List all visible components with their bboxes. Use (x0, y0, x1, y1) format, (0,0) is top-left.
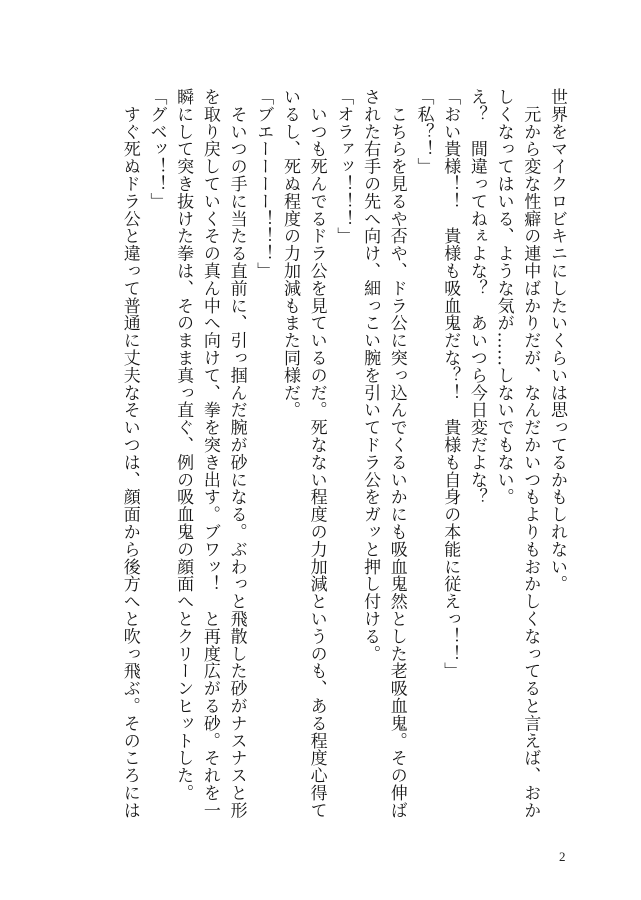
text-line: 元から変な性癖の連中ばかりだが、なんだかいつもよりもおかしくなってると言えば、おか (520, 88, 541, 819)
dialogue-paragraph (436, 88, 463, 828)
text-line: いつも死んでるドラ公を見ているのだ。死なない程度の力加減というのも、ある程度心得て (306, 88, 327, 819)
text-line: された右手の先へ向け、細っこい腕を引いてドラ公をガッと押し付ける。 (360, 88, 381, 663)
body-text (116, 88, 570, 828)
text-line: 世界をマイクロビキニにしたいくらいは思ってるかもしれない。 (547, 88, 567, 593)
text-line: 「おい貴様！！ 貴様も吸血鬼だな？！ 貴様も自身の本能に従えっ！！」 (440, 88, 461, 680)
text-line: を取り戻していくその真ん中へ向けて、拳を突き出す。ブワッ！ と再度広がる砂。それを一 (199, 88, 220, 819)
text-line: そいつの手に当たる直前に、引っ掴んだ腕が砂になる。ぶわっと飛散した砂がナスナスと形 (226, 88, 247, 819)
text-line: いるし、死ぬ程度の力加減もまた同様だ。 (279, 88, 300, 419)
paragraph (276, 88, 329, 828)
text-line: 「ブエーーーー！！！」 (253, 88, 274, 280)
text-line: 「オラァッ！！！」 (333, 88, 354, 245)
paragraph (356, 88, 409, 828)
paragraph (463, 88, 490, 828)
paragraph (116, 88, 143, 828)
page-number: 2 (559, 849, 566, 864)
text-line: 「グベッ！！」 (146, 88, 167, 210)
dialogue-paragraph (410, 88, 437, 828)
paragraph (543, 88, 570, 828)
text-line: こちらを見るや否や、ドラ公に突っ込んでくるいかにも吸血鬼然とした老吸血鬼。その伸ば (386, 88, 407, 819)
text-line: すぐ死ぬドラ公と違って普通に丈夫なそいつは、顔面から後方へと吹っ飛ぶ。そのころには (119, 88, 140, 819)
dialogue-paragraph (143, 88, 170, 828)
text-line: 「私？！」 (413, 88, 434, 175)
dialogue-paragraph (250, 88, 277, 828)
dialogue-paragraph (330, 88, 357, 828)
paragraph (169, 88, 249, 828)
paragraph (490, 88, 543, 828)
text-line: 瞬にして突き抜けた拳は、そのまま真っ直ぐ、例の吸血鬼の顔面へとクリーンヒットした。 (173, 88, 194, 802)
text-line: え？ 間違ってねぇよな？ あいつら今日変だよな？ (466, 88, 487, 506)
text-line: しくなってはいる、ような気が……しないでもない。 (493, 88, 514, 506)
